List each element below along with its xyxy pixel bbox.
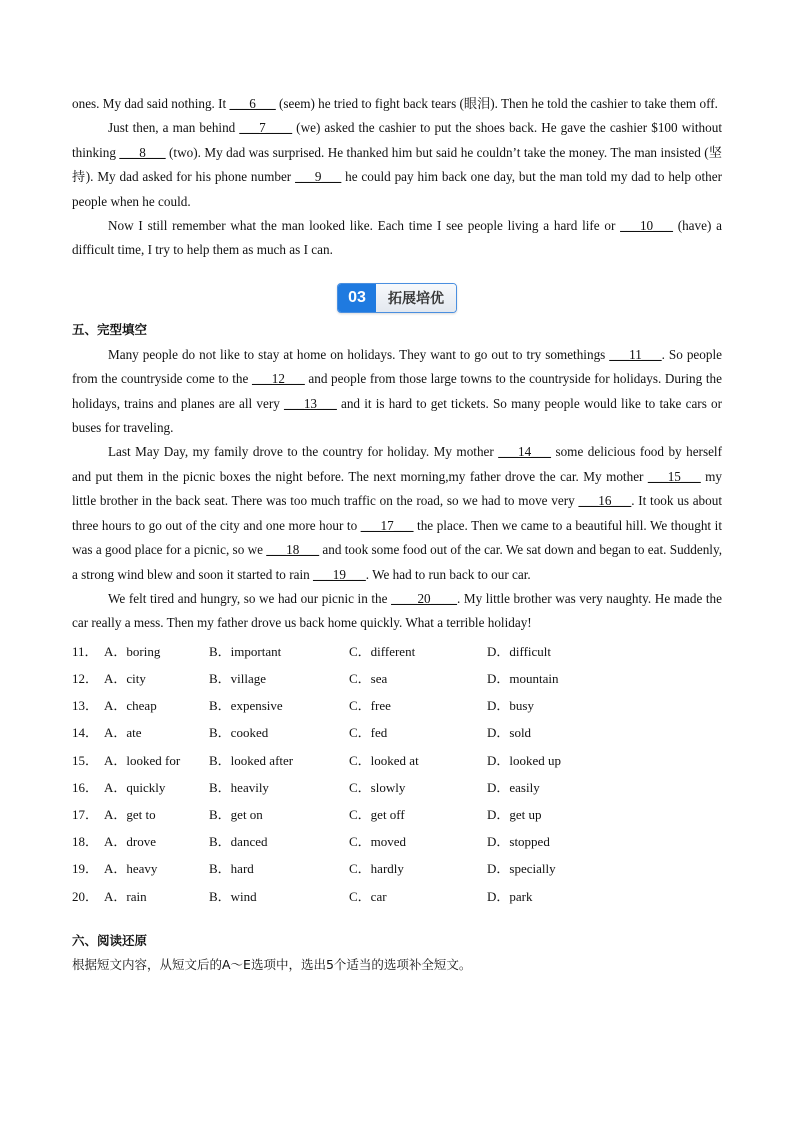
- option-c: C．looked at: [349, 752, 419, 768]
- option-a: A．quickly: [104, 779, 166, 795]
- answer-blank: ___19___: [313, 566, 366, 582]
- option-b: B．village: [209, 670, 267, 686]
- paragraph-text: Just then, a man behind: [108, 120, 240, 136]
- option-row: [72, 774, 722, 801]
- option-a: A．drove: [104, 834, 156, 850]
- answer-blank: ___6___: [229, 96, 276, 111]
- section-badge-number: 03: [338, 284, 376, 312]
- answer-blank: ___10___: [620, 218, 673, 234]
- option-c: C．slowly: [349, 779, 406, 795]
- option-a: A．ate: [104, 725, 142, 741]
- paragraph: [72, 440, 722, 586]
- option-b: B．heavily: [209, 779, 269, 795]
- option-c: C．fed: [349, 725, 388, 741]
- option-d: D．busy: [487, 698, 534, 714]
- paragraph-text: Last May Day, my family drove to the country for holiday. My mother: [108, 444, 499, 460]
- question-number: 17．: [72, 806, 99, 822]
- option-c: C．hardly: [349, 861, 404, 877]
- option-b: B．looked after: [209, 752, 294, 768]
- paragraph-text: (two). My dad was surprised. He thanked him but said he couldn’t take the money. The man insisted (坚持). My dad asked for his phone number: [72, 144, 722, 185]
- option-row: [72, 855, 722, 882]
- option-c: C．different: [349, 643, 416, 659]
- question-number: 12．: [72, 670, 99, 686]
- cloze-passage: [72, 343, 722, 636]
- paragraph-text: . My little brother was very naughty. He made the car really a mess. Then my father drove us back home quickly. What a terrible holiday!: [72, 590, 722, 631]
- paragraph-text: . It took us about three hours to go out of the city and one more hour to: [72, 493, 722, 533]
- question-number: 18．: [72, 834, 99, 850]
- option-row: [72, 883, 722, 910]
- option-d: D．easily: [487, 779, 540, 795]
- question-number: 11．: [72, 643, 98, 659]
- option-b: B．hard: [209, 861, 254, 877]
- option-d: D．looked up: [487, 752, 562, 768]
- section-badge: [72, 283, 722, 313]
- answer-blank: ___16___: [578, 493, 632, 509]
- answer-blank: ___13___: [284, 395, 337, 411]
- paragraph: [72, 214, 722, 263]
- option-c: C．sea: [349, 670, 388, 686]
- paragraph-text: ones. My dad said nothing. It: [72, 96, 230, 111]
- question-number: 16．: [72, 779, 99, 795]
- paragraph-text: and it is hard to get tickets. So many people would like to take cars or buses for traveling.: [72, 395, 722, 436]
- option-d: D．sold: [487, 725, 532, 741]
- answer-blank: ___17___: [360, 517, 414, 533]
- paragraph: [72, 92, 722, 116]
- option-a: A．get to: [104, 806, 156, 822]
- option-b: B．get on: [209, 806, 263, 822]
- paragraph-text: the place. Then we came to a beautiful hill. We thought it was a good place for a picnic, so we: [72, 517, 722, 558]
- paragraph-text: (seem) he tried to fight back tears (眼泪). Then he told the cashier to take them off.: [275, 96, 718, 111]
- paragraph-text: . So people from the countryside come to the: [72, 346, 722, 387]
- paragraph: [72, 116, 722, 214]
- option-row: [72, 747, 722, 774]
- option-d: D．mountain: [487, 670, 559, 686]
- cloze-options: [72, 638, 722, 910]
- option-b: B．expensive: [209, 698, 283, 714]
- option-a: A．city: [104, 670, 146, 686]
- paragraph-text: and took some food out of the car. We sat down and began to eat. Suddenly, a strong wind blew and soon it started to rain: [72, 542, 722, 582]
- paragraph: [72, 587, 722, 636]
- document-page: [72, 92, 722, 976]
- option-c: C．free: [349, 698, 391, 714]
- option-d: D．park: [487, 888, 533, 904]
- question-number: 13．: [72, 698, 99, 714]
- option-c: C．car: [349, 888, 387, 904]
- option-d: D．specially: [487, 861, 556, 877]
- passage-continuation: [72, 92, 722, 263]
- option-d: D．difficult: [487, 643, 552, 659]
- answer-blank: ___9___: [295, 169, 342, 185]
- question-number: 15．: [72, 752, 99, 768]
- option-b: B．cooked: [209, 725, 269, 741]
- option-row: [72, 638, 722, 665]
- paragraph: [72, 343, 722, 441]
- section5-heading: 五、完型填空: [72, 321, 148, 337]
- option-d: D．get up: [487, 806, 542, 822]
- answer-blank: ___12___: [252, 371, 305, 387]
- section-badge-title: 拓展培优: [376, 284, 456, 312]
- option-a: A．looked for: [104, 752, 181, 768]
- section-badge-box: [337, 283, 457, 313]
- option-row: [72, 801, 722, 828]
- option-row: [72, 719, 722, 746]
- section6: [72, 930, 722, 976]
- option-a: A．rain: [104, 888, 147, 904]
- section6-heading: 六、阅读还原: [72, 932, 148, 948]
- paragraph-text: Many people do not like to stay at home on holidays. They want to go out to try somethings: [108, 346, 610, 362]
- answer-blank: ___8___: [119, 144, 166, 160]
- answer-blank: ___15___: [647, 468, 701, 484]
- paragraph-text: he could pay him back one day, but the man told my dad to help other people when he could.: [72, 169, 722, 209]
- option-d: D．stopped: [487, 834, 550, 850]
- option-c: C．get off: [349, 806, 405, 822]
- question-number: 14．: [72, 725, 99, 741]
- option-row: [72, 665, 722, 692]
- answer-blank: ____20____: [391, 590, 458, 606]
- option-b: B．important: [209, 643, 282, 659]
- option-row: [72, 828, 722, 855]
- question-number: 19．: [72, 861, 99, 877]
- option-b: B．wind: [209, 888, 257, 904]
- answer-blank: ___18___: [266, 542, 320, 558]
- paragraph-text: and people from those large towns to the countryside for holidays. During the holidays, trains and planes are all very: [72, 371, 722, 411]
- paragraph-text: some delicious food by herself and put them in the picnic boxes the night before. The next morning,my father drove the car. My mother: [72, 444, 722, 484]
- option-row: [72, 692, 722, 719]
- paragraph-text: (we) asked the cashier to put the shoes back. He gave the cashier $100 without thinking: [72, 120, 722, 160]
- answer-blank: ___11___: [609, 346, 662, 362]
- option-b: B．danced: [209, 834, 268, 850]
- option-c: C．moved: [349, 834, 407, 850]
- paragraph-text: We felt tired and hungry, so we had our picnic in the: [108, 590, 392, 606]
- answer-blank: ___7____: [239, 120, 293, 136]
- section6-instruction: 根据短文内容，从短文后的A～E选项中，选出5个适当的选项补全短文。: [72, 956, 472, 972]
- option-a: A．cheap: [104, 698, 157, 714]
- paragraph-text: Now I still remember what the man looked like. Each time I see people living a hard life or: [108, 218, 621, 234]
- paragraph-text: . We had to run back to our car.: [365, 566, 531, 582]
- answer-blank: ___14___: [498, 444, 551, 460]
- option-a: A．boring: [104, 643, 161, 659]
- option-a: A．heavy: [104, 861, 158, 877]
- paragraph-text: (have) a difficult time, I try to help them as much as I can.: [72, 218, 722, 258]
- paragraph-text: my little brother in the back seat. There was too much traffic on the road, so we had to move very: [72, 468, 723, 509]
- question-number: 20．: [72, 888, 99, 904]
